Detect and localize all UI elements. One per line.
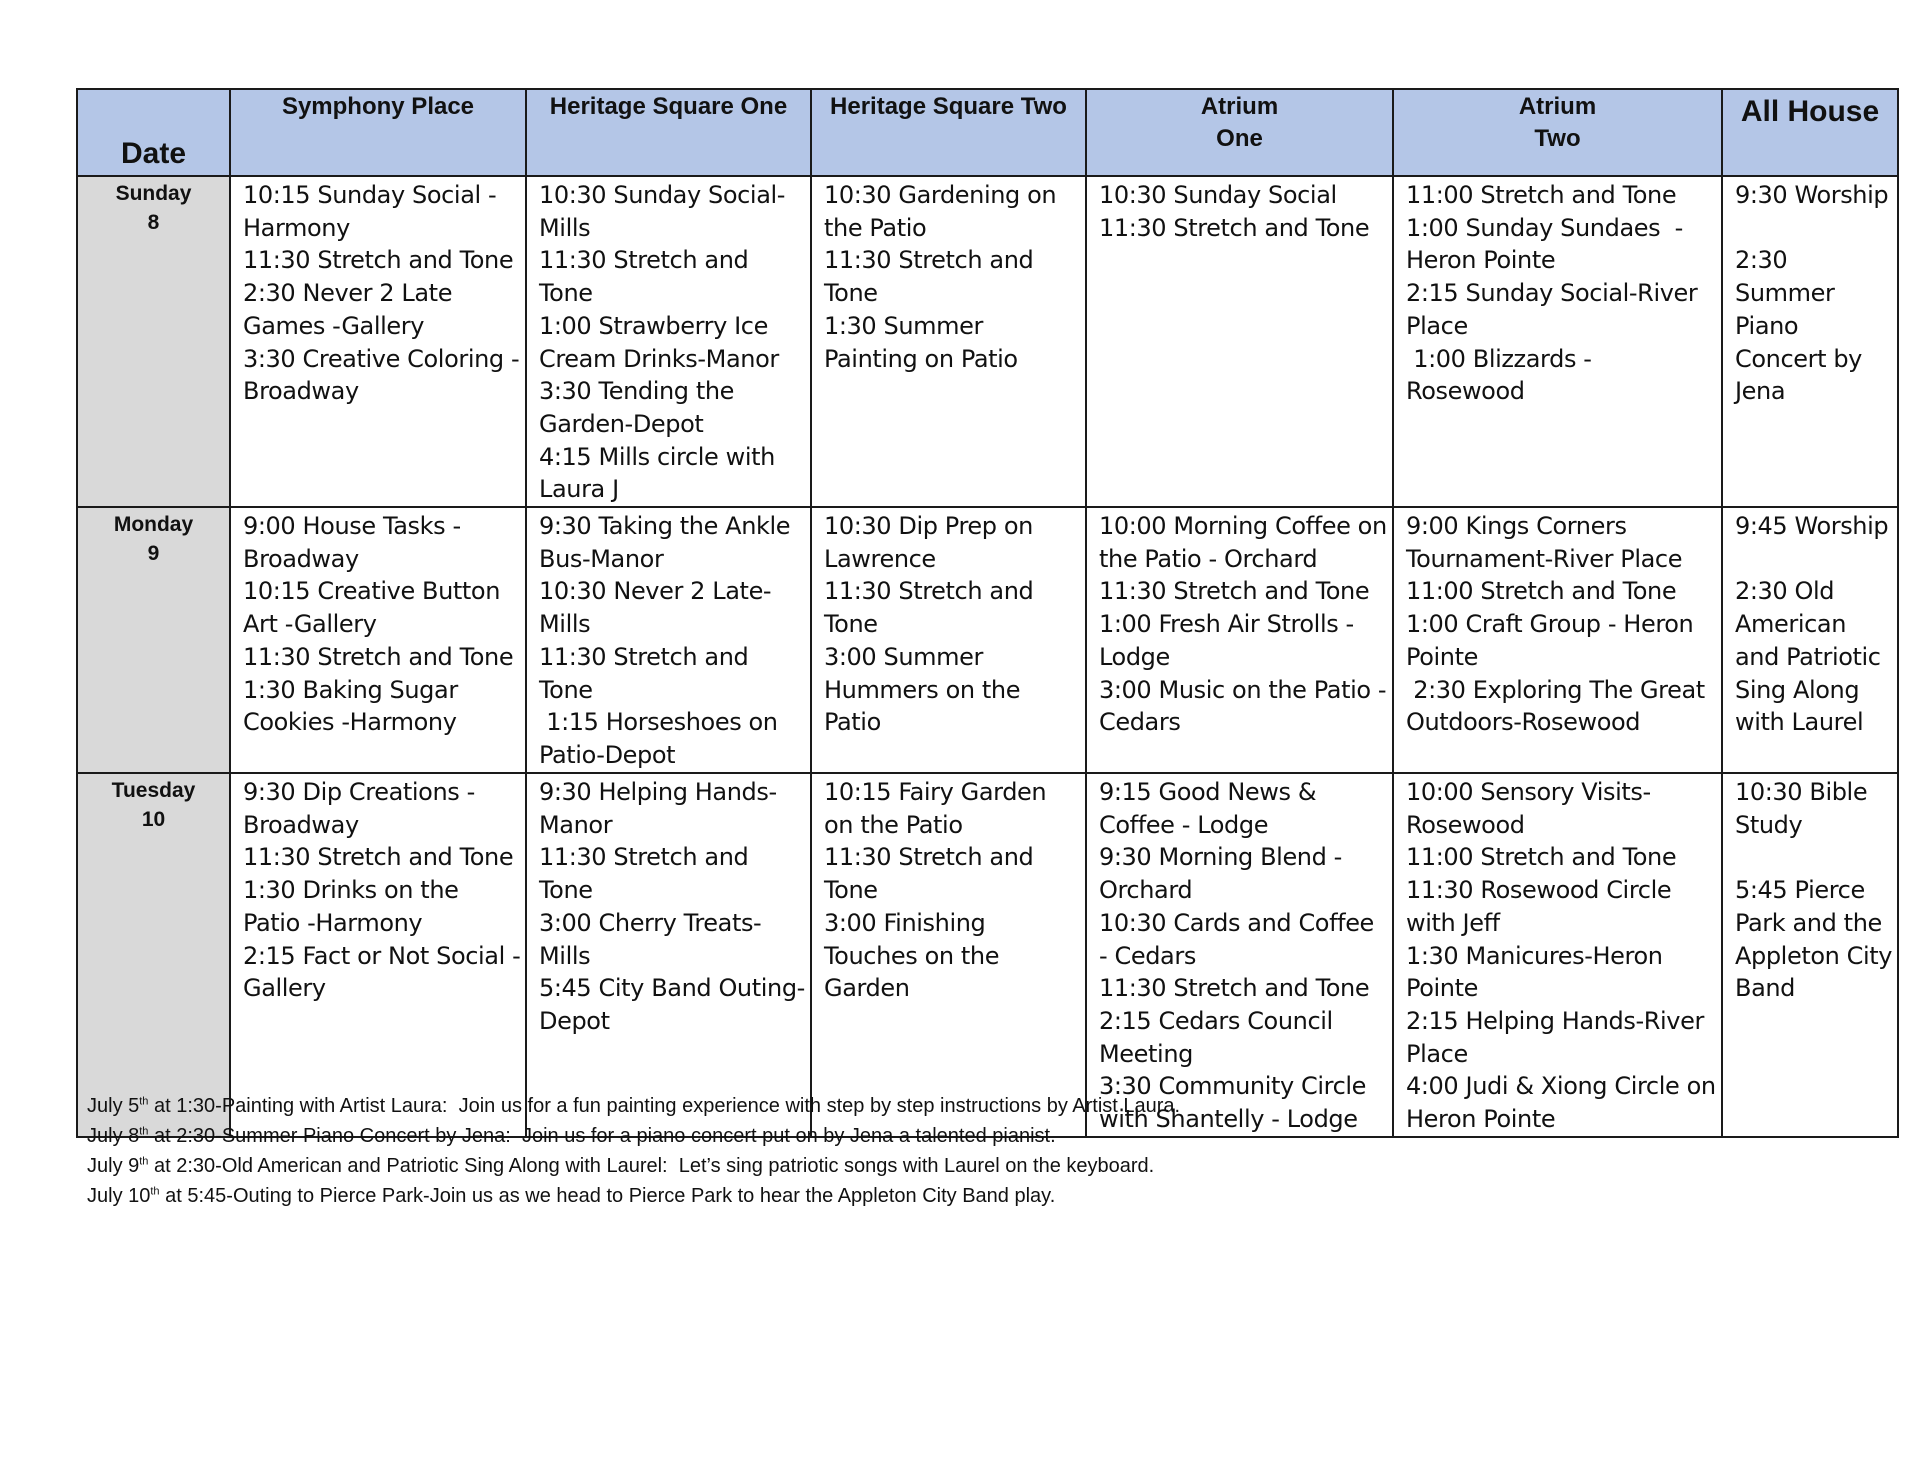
header-row [77, 89, 1898, 176]
table-row [77, 773, 1898, 1137]
event-item: 11:30 Stretch and Tone [1099, 974, 1370, 1003]
day-number: 8 [147, 211, 160, 234]
event-item: 3:00 Finishing Touches on the Garden [824, 908, 1007, 1003]
day-number: 9 [147, 542, 160, 566]
day-name: Monday [113, 513, 194, 537]
event-item: 2:30 Old American and Patriotic Sing Along with Laurel [1735, 577, 1888, 737]
event-item: 3:30 Community Circle with Shantelly - Lodge [1099, 1072, 1374, 1134]
header-atrium-two-line: Atrium [1518, 93, 1597, 120]
event-item: 11:30 Stretch and Tone [1099, 577, 1370, 606]
note-line [87, 1181, 1180, 1211]
day-cell-monday [77, 507, 230, 773]
note-date: July 8 [87, 1125, 140, 1147]
event-item: 10:30 Dip Prep on Lawrence [824, 512, 1041, 573]
event-item: 5:45 City Band Outing-Depot [539, 974, 805, 1035]
note-date-suffix: th [139, 1095, 149, 1108]
note-date-suffix: th [139, 1155, 149, 1168]
event-item: 10:30 Bible Study [1735, 778, 1875, 839]
note-line [87, 1151, 1180, 1181]
cell-heritage-square-two [811, 176, 1086, 507]
header-atrium-one [1086, 89, 1393, 176]
note-line [87, 1121, 1180, 1151]
event-item: 10:30 Cards and Coffee - Cedars [1099, 908, 1382, 970]
event-item: 5:45 Pierce Park and the Appleton City Band [1735, 876, 1900, 1003]
cell-symphony-place [230, 176, 526, 507]
event-item: 11:30 Stretch and Tone [539, 642, 756, 704]
note-date-suffix: th [150, 1185, 160, 1198]
note-date: July 5 [87, 1095, 140, 1117]
event-item: 3:30 Creative Coloring - Broadway [243, 344, 527, 406]
event-item: 2:15 Fact or Not Social - Gallery [243, 941, 528, 1003]
day-cell-tuesday [77, 773, 230, 1137]
cell-atrium-one [1086, 773, 1393, 1137]
event-item: 11:30 Stretch and Tone [539, 843, 756, 905]
cell-atrium-two [1393, 507, 1722, 773]
event-item: 11:30 Stretch and Tone [243, 843, 514, 872]
note-date: July 10 [87, 1185, 151, 1207]
cell-atrium-one [1086, 176, 1393, 507]
event-item: 11:00 Stretch and Tone [1406, 843, 1677, 872]
event-item: 1:30 Summer Painting on Patio [824, 311, 1018, 373]
event-item: 1:00 Craft Group - Heron Pointe [1406, 610, 1701, 671]
event-item: 1:15 Horseshoes on Patio-Depot [539, 708, 785, 769]
event-item: 11:30 Stretch and Tone [539, 246, 756, 308]
event-item: 11:30 Stretch and Tone [824, 246, 1041, 308]
note-text: at 1:30-Painting with Artist Laura: Join us for a fun painting experience with step by step instructions by Artist Laura. [148, 1095, 1181, 1117]
cell-heritage-square-one [526, 773, 811, 1137]
cell-atrium-one [1086, 507, 1393, 773]
cell-heritage-square-two [811, 773, 1086, 1137]
cell-all-house [1722, 773, 1898, 1137]
event-item: 10:15 Creative Button Art -Gallery [243, 577, 508, 639]
cell-heritage-square-one [526, 507, 811, 773]
event-item: 2:30 Never 2 Late Games -Gallery [243, 279, 460, 340]
event-item: 9:30 Helping Hands-Manor [539, 778, 777, 839]
cell-symphony-place [230, 773, 526, 1137]
day-name: Tuesday [111, 779, 196, 803]
event-item: 11:00 Stretch and Tone [1406, 181, 1677, 209]
event-item: 9:00 House Tasks - Broadway [243, 512, 468, 573]
event-item: 2:15 Sunday Social-River Place [1406, 279, 1705, 340]
event-item: 2:30 Exploring The Great Outdoors-Rosewood [1406, 675, 1713, 737]
event-item: 1:30 Drinks on the Patio -Harmony [243, 876, 466, 937]
event-item: 10:30 Never 2 Late-Mills [539, 577, 772, 639]
event-item: 3:00 Summer Hummers on the Patio [824, 642, 1028, 737]
event-item: 9:30 Morning Blend - Orchard [1099, 843, 1350, 905]
event-notes [87, 1091, 1180, 1211]
event-item: 11:30 Rosewood Circle with Jeff [1406, 876, 1679, 937]
event-item: 10:30 Sunday Social [1099, 181, 1337, 209]
event-item: 2:15 Cedars Council Meeting [1099, 1006, 1341, 1068]
note-text: at 5:45-Outing to Pierce Park-Join us as we head to Pierce Park to hear the Appleton City Band play. [159, 1185, 1056, 1207]
event-item: 10:30 Gardening on the Patio [824, 181, 1064, 242]
event-item: 4:15 Mills circle with Laura J [539, 442, 783, 504]
event-item: 3:00 Music on the Patio - Cedars [1099, 675, 1394, 737]
header-heritage-square-one: Heritage Square One [526, 89, 811, 176]
note-text: at 2:30-Old American and Patriotic Sing Along with Laurel: Let’s sing patriotic songs with Laurel on the keyboard. [148, 1155, 1155, 1177]
event-item: 9:00 Kings Corners Tournament-River Place [1406, 512, 1683, 573]
day-cell-sunday [77, 176, 230, 507]
header-atrium-one-line: One [1216, 125, 1263, 152]
event-item: 1:30 Baking Sugar Cookies -Harmony [243, 675, 466, 737]
activity-schedule-table [76, 88, 1899, 1138]
cell-atrium-two [1393, 773, 1722, 1137]
event-item: 10:30 Sunday Social-Mills [539, 181, 786, 242]
header-heritage-square-two: Heritage Square Two [811, 89, 1086, 176]
table-row [77, 507, 1898, 773]
event-item: 9:45 Worship [1735, 512, 1889, 541]
table-row [77, 176, 1898, 507]
event-item: 9:30 Dip Creations - Broadway [243, 778, 483, 839]
header-atrium-two [1393, 89, 1722, 176]
event-item: 1:00 Sunday Sundaes - Heron Pointe [1406, 213, 1691, 275]
note-date-suffix: th [139, 1125, 149, 1138]
event-item: 2:30 Summer Piano Concert by Jena [1735, 246, 1870, 406]
event-item: 11:30 Stretch and Tone [243, 642, 514, 671]
header-atrium-two-line: Two [1534, 125, 1581, 152]
event-item: 11:30 Stretch and Tone [824, 577, 1041, 639]
event-item: 11:30 Stretch and Tone [243, 246, 514, 275]
day-number: 10 [141, 808, 166, 832]
event-item: 1:00 Fresh Air Strolls - Lodge [1099, 610, 1362, 671]
event-item: 9:30 Worship [1735, 181, 1889, 209]
cell-atrium-two [1393, 176, 1722, 507]
event-item: 11:00 Stretch and Tone [1406, 577, 1677, 606]
event-item: 1:30 Manicures-Heron Pointe [1406, 941, 1670, 1003]
event-item: 3:30 Tending the Garden-Depot [539, 377, 742, 438]
event-item: 11:30 Stretch and Tone [1099, 213, 1370, 242]
event-item: 10:00 Morning Coffee on the Patio - Orchard [1099, 512, 1395, 573]
event-item: 9:15 Good News & Coffee - Lodge [1099, 778, 1324, 839]
cell-all-house [1722, 507, 1898, 773]
note-line [87, 1091, 1180, 1121]
event-item: 1:00 Strawberry Ice Cream Drinks-Manor [539, 311, 779, 373]
event-item: 1:00 Blizzards - Rosewood [1406, 344, 1599, 406]
event-item: 10:00 Sensory Visits-Rosewood [1406, 778, 1651, 839]
event-item: 2:15 Helping Hands-River Place [1406, 1006, 1712, 1068]
cell-heritage-square-one [526, 176, 811, 507]
header-all-house: All House [1722, 89, 1898, 176]
header-date: Date [77, 89, 230, 176]
header-symphony-place: Symphony Place [230, 89, 526, 176]
event-item: 4:00 Judi & Xiong Circle on Heron Pointe [1406, 1072, 1723, 1134]
cell-heritage-square-two [811, 507, 1086, 773]
day-name: Sunday [115, 182, 192, 205]
note-date: July 9 [87, 1155, 140, 1177]
event-item: 10:15 Fairy Garden on the Patio [824, 778, 1054, 839]
header-atrium-one-line: Atrium [1200, 93, 1279, 120]
event-item: 3:00 Cherry Treats-Mills [539, 908, 762, 970]
event-item: 11:30 Stretch and Tone [824, 843, 1041, 905]
event-item: 9:30 Taking the Ankle Bus-Manor [539, 512, 798, 573]
cell-all-house [1722, 176, 1898, 507]
cell-symphony-place [230, 507, 526, 773]
event-item: 10:15 Sunday Social - Harmony [243, 181, 504, 242]
note-text: at 2:30-Summer Piano Concert by Jena: Join us for a piano concert put on by Jena a talented pianist. [148, 1125, 1056, 1147]
